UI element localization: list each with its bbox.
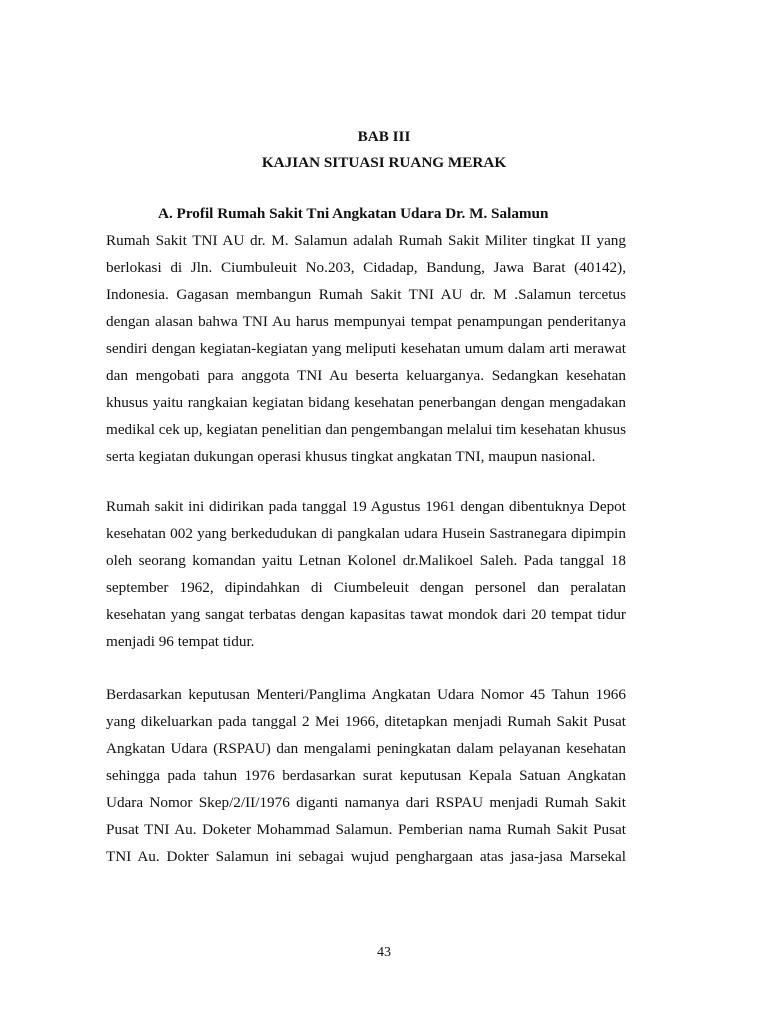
- paragraph-line: TNI Au. Dokter Salamun ini sebagai wujud penghargaan atas jasa-jasa Marsekal: [106, 848, 626, 865]
- paragraph-line: kesehatan yang sangat terbatas dengan kapasitas tawat mondok dari 20 tempat tidur: [106, 606, 626, 623]
- paragraph-line: serta kegiatan dukungan operasi khusus tingkat angkatan TNI, maupun nasional.: [106, 448, 596, 465]
- paragraph-line: Angkatan Udara (RSPAU) dan mengalami peningkatan dalam pelayanan kesehatan: [106, 740, 626, 757]
- section-heading: A. Profil Rumah Sakit Tni Angkatan Udara Dr. M. Salamun: [158, 205, 549, 222]
- paragraph-line: Pusat TNI Au. Doketer Mohammad Salamun. Pemberian nama Rumah Sakit Pusat: [106, 821, 626, 838]
- paragraph-line: Indonesia. Gagasan membangun Rumah Sakit TNI AU dr. M .Salamun tercetus: [106, 286, 626, 303]
- paragraph-line: dan mengobati para anggota TNI Au beserta keluarganya. Sedangkan kesehatan: [106, 367, 626, 384]
- paragraph-line: Rumah Sakit TNI AU dr. M. Salamun adalah Rumah Sakit Militer tingkat II yang: [106, 232, 626, 249]
- paragraph-line: Rumah sakit ini didirikan pada tanggal 19 Agustus 1961 dengan dibentuknya Depot: [106, 498, 626, 515]
- paragraph-line: menjadi 96 tempat tidur.: [106, 633, 255, 650]
- paragraph-line: september 1962, dipindahkan di Ciumbeleuit dengan personel dan peralatan: [106, 579, 626, 596]
- paragraph-line: kesehatan 002 yang berkedudukan di pangkalan udara Husein Sastranegara dipimpin: [106, 525, 626, 542]
- paragraph-line: sehingga pada tahun 1976 berdasarkan surat keputusan Kepala Satuan Angkatan: [106, 767, 626, 784]
- paragraph-line: yang dikeluarkan pada tanggal 2 Mei 1966, ditetapkan menjadi Rumah Sakit Pusat: [106, 713, 626, 730]
- chapter-heading: BAB III: [357, 128, 411, 145]
- paragraph-line: khusus yaitu rangkaian kegiatan bidang kesehatan penerbangan dengan mengadakan: [106, 394, 626, 411]
- paragraph-line: Udara Nomor Skep/2/II/1976 diganti namanya dari RSPAU menjadi Rumah Sakit: [106, 794, 626, 811]
- paragraph-line: Berdasarkan keputusan Menteri/Panglima Angkatan Udara Nomor 45 Tahun 1966: [106, 686, 626, 703]
- paragraph-line: oleh seorang komandan yaitu Letnan Kolonel dr.Malikoel Saleh. Pada tanggal 18: [106, 552, 626, 569]
- paragraph-line: medikal cek up, kegiatan penelitian dan pengembangan melalui tim kesehatan khusus: [106, 421, 627, 438]
- chapter-title: KAJIAN SITUASI RUANG MERAK: [261, 154, 507, 171]
- page-number: 43: [377, 945, 391, 960]
- paragraph-line: dengan alasan bahwa TNI Au harus mempunyai tempat penampungan penderitanya: [106, 313, 626, 330]
- paragraph-line: berlokasi di Jln. Ciumbuleuit No.203, Cidadap, Bandung, Jawa Barat (40142),: [106, 259, 626, 276]
- paragraph-line: sendiri dengan kegiatan-kegiatan yang meliputi kesehatan umum dalam arti merawat: [106, 340, 626, 357]
